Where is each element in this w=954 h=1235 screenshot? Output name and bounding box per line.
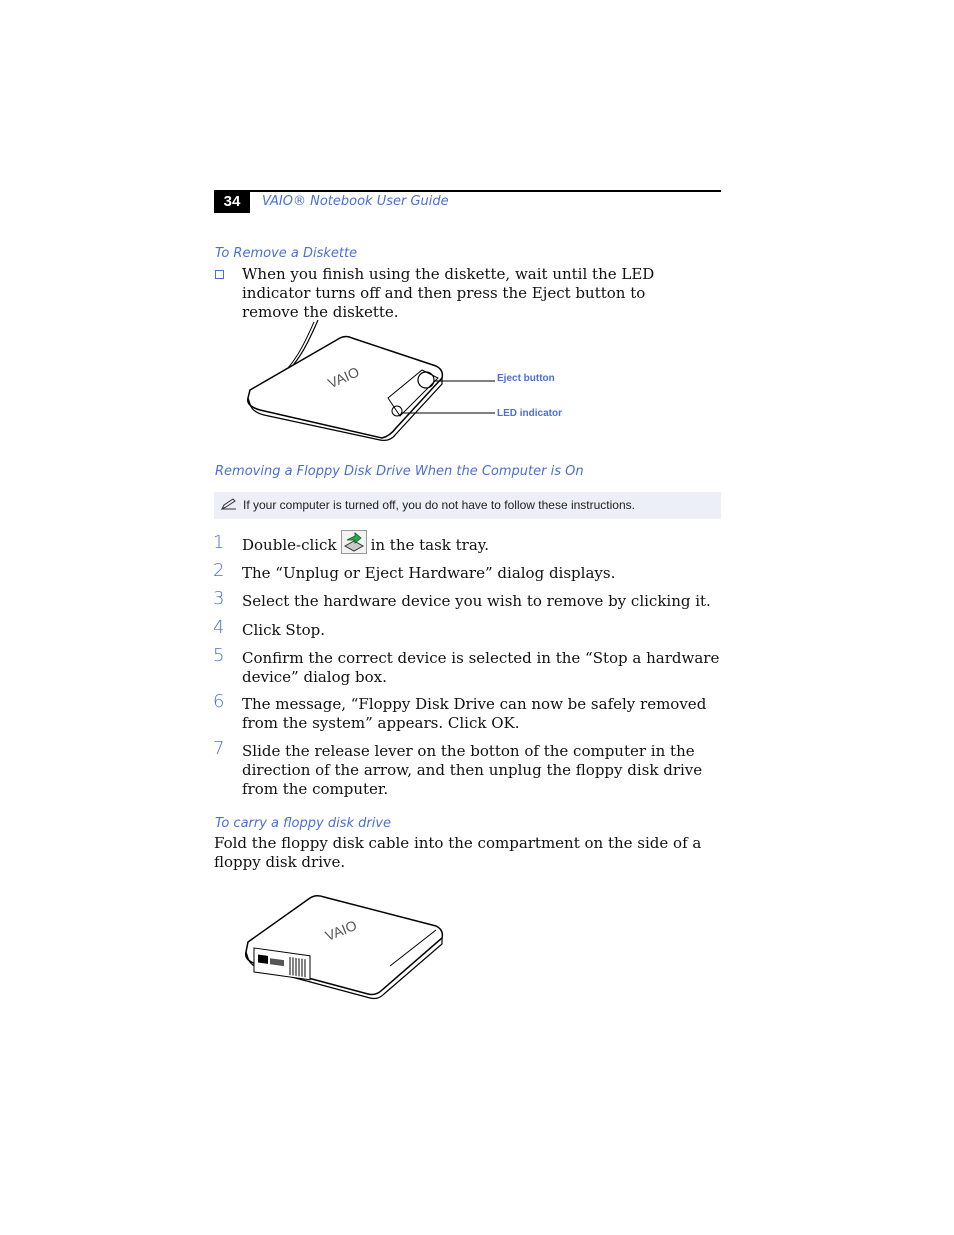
guide-title: VAIO® Notebook User Guide <box>262 194 449 209</box>
floppy-drive-folded-cable-figure <box>240 890 450 1002</box>
step-number-4: 4 <box>213 617 225 638</box>
step-number-3: 3 <box>213 588 225 609</box>
vaio-logo-2: VAIO <box>322 916 359 944</box>
callout-eject-button: Eject button <box>497 373 555 384</box>
section-heading-removing-drive: Removing a Floppy Disk Drive When the Computer is On <box>215 464 584 479</box>
section-heading-remove-diskette: To Remove a Diskette <box>215 246 358 261</box>
step-2-text: The “Unplug or Eject Hardware” dialog displays. <box>242 564 616 582</box>
step-number-6: 6 <box>213 691 225 712</box>
step-5-text: Confirm the correct device is selected in the “Stop a hardware device” dialog box. <box>242 649 720 686</box>
pencil-note-icon <box>220 497 238 511</box>
page-number: 34 <box>214 190 250 213</box>
vaio-logo: VAIO <box>325 363 362 392</box>
step-7-text: Slide the release lever on the botton of the computer in the direction of the arrow, and then unplug the floppy disk drive from the computer. <box>242 742 703 798</box>
bullet-icon <box>215 270 224 279</box>
step-1 <box>242 536 722 555</box>
step-1-text-before: Double-click <box>242 536 337 554</box>
step-number-1: 1 <box>213 532 225 553</box>
step-1-text-after: in the task tray. <box>370 536 490 554</box>
floppy-drive-eject-figure <box>240 318 500 444</box>
callout-led-indicator: LED indicator <box>497 408 563 419</box>
step-6-text: The message, “Floppy Disk Drive can now be safely removed from the system” appears. Click OK. <box>242 695 707 732</box>
step-3-text: Select the hardware device you wish to remove by clicking it. <box>242 592 711 610</box>
unplug-eject-hardware-icon <box>341 530 367 554</box>
step-number-2: 2 <box>213 560 225 581</box>
step-number-5: 5 <box>213 645 225 666</box>
note-box <box>214 492 721 519</box>
step-4-text: Click Stop. <box>242 621 326 639</box>
step-number-7: 7 <box>213 738 225 759</box>
section-heading-carry-drive: To carry a floppy disk drive <box>215 816 392 831</box>
remove-diskette-instruction: When you finish using the diskette, wait until the LED indicator turns off and then press the Eject button to remove the diskette. <box>242 265 655 321</box>
note-text: If your computer is turned off, you do not have to follow these instructions. <box>243 498 635 512</box>
header-rule <box>214 190 721 192</box>
carry-drive-text: Fold the floppy disk cable into the compartment on the side of a floppy disk drive. <box>214 834 702 871</box>
